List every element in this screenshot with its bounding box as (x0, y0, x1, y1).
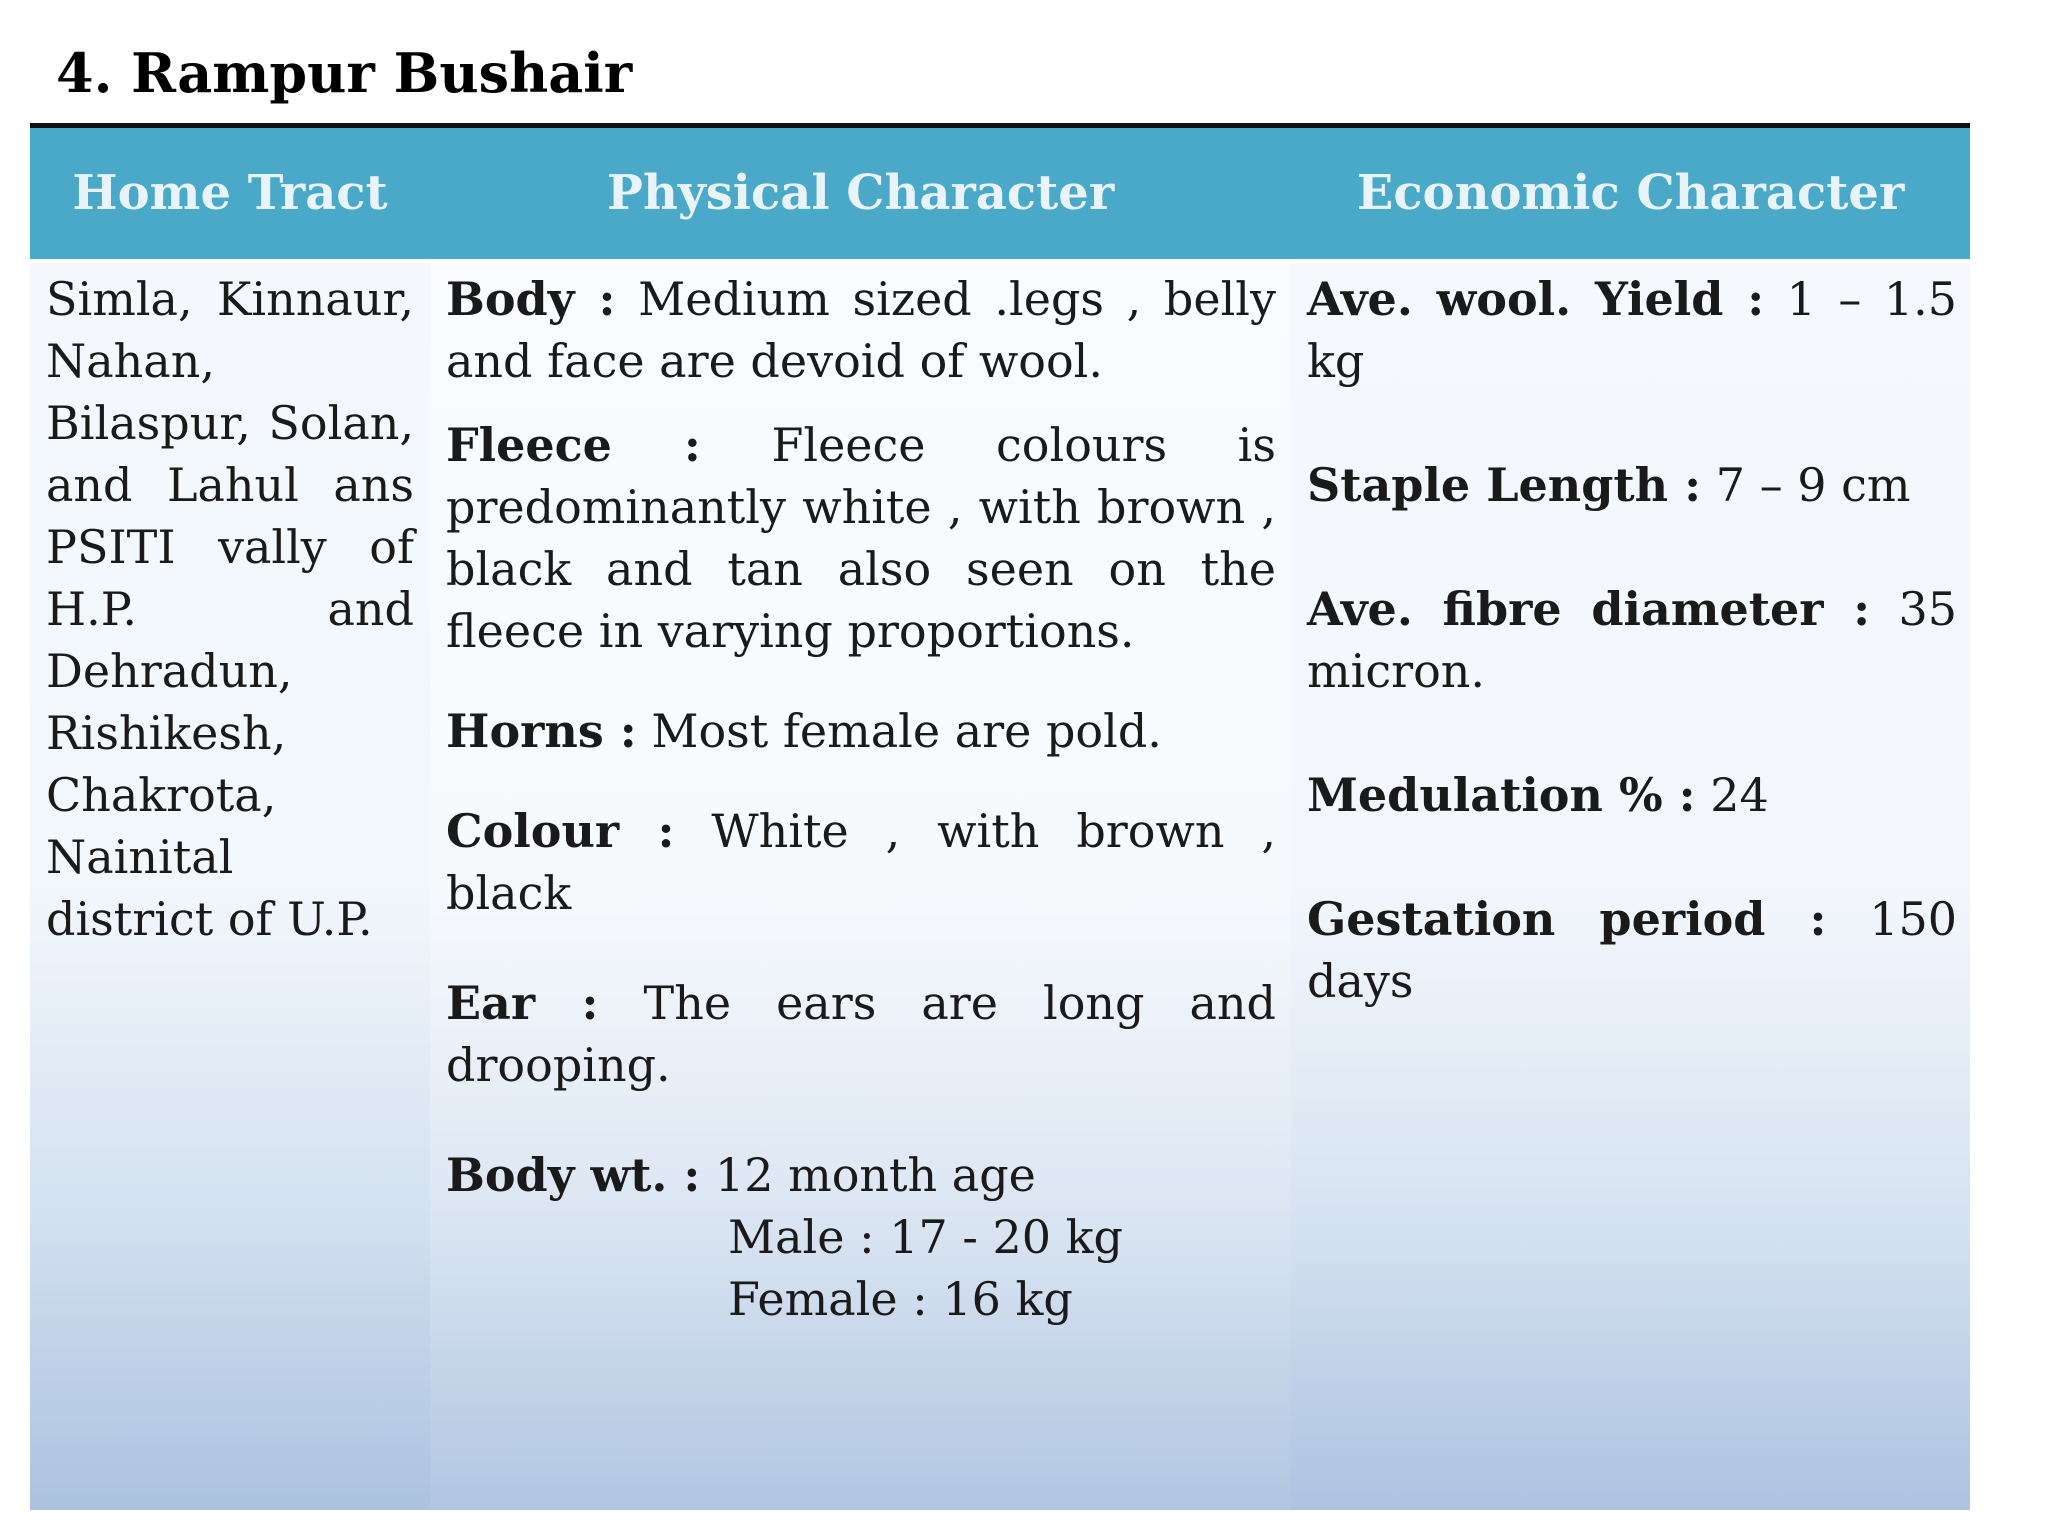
ear-label: Ear : (446, 976, 599, 1030)
staple-length-entry (1307, 454, 1957, 516)
body-weight-label: Body wt. : (446, 1148, 701, 1202)
economic-character-cell (1307, 268, 1957, 1012)
ear-entry (446, 972, 1276, 1096)
fibre-diameter-label: Ave. fibre diameter : (1307, 582, 1871, 636)
fibre-diameter-entry (1307, 578, 1957, 702)
staple-length-label: Staple Length : (1307, 458, 1702, 512)
fleece-text: Fleece colours is predominantly white , with brown , black and tan also seen on the fleece in varying proportions. (446, 418, 1277, 658)
slide-title: 4. Rampur Bushair (56, 41, 633, 105)
fibre-diameter-value: 35 micron. (1307, 582, 1958, 698)
body-text: Medium sized .legs , belly and face are devoid of wool. (446, 272, 1277, 388)
fleece-entry (446, 414, 1276, 662)
body-weight-age: 12 month age (714, 1148, 1036, 1202)
body-weight-entry (446, 1144, 1276, 1330)
body-entry (446, 268, 1276, 392)
header-economic-character: Economic Character (1356, 165, 1905, 221)
staple-length-value: 7 – 9 cm (1715, 458, 1911, 512)
gestation-label: Gestation period : (1307, 892, 1827, 946)
horns-text: Most female are pold. (651, 704, 1162, 758)
colour-label: Colour : (446, 804, 675, 858)
table-header-row (30, 128, 1970, 263)
horns-entry (446, 700, 1276, 762)
medulation-label: Medulation % : (1307, 768, 1696, 822)
gestation-value: 150 days (1307, 892, 1957, 1008)
home-tract-text: Simla, Kinnaur, Nahan, Bilaspur, Solan, and Lahul ans PSITI vally of H.P. and Dehradun, Rishikesh, Chakrota, Nainital district of U.P. (46, 272, 414, 946)
body-weight-age-line (446, 1144, 1276, 1206)
wool-yield-value: 1 – 1.5 kg (1307, 272, 1957, 388)
wool-yield-label: Ave. wool. Yield : (1307, 272, 1765, 326)
gestation-entry (1307, 888, 1957, 1012)
wool-yield-entry (1307, 268, 1957, 392)
colour-entry (446, 800, 1276, 924)
medulation-value: 24 (1710, 768, 1769, 822)
medulation-entry (1307, 764, 1957, 826)
ear-text: The ears are long and drooping. (446, 976, 1276, 1092)
colour-text: White , with brown , black (446, 804, 1277, 920)
body-weight-female: Female : 16 kg (728, 1272, 1073, 1326)
body-weight-male: Male : 17 - 20 kg (728, 1210, 1123, 1264)
fleece-label: Fleece : (446, 418, 701, 472)
body-label: Body : (446, 272, 616, 326)
horns-label: Horns : (446, 704, 637, 758)
header-home-tract: Home Tract (72, 165, 388, 221)
header-physical-character: Physical Character (606, 165, 1115, 221)
breed-table (30, 123, 1970, 1510)
physical-character-cell (446, 268, 1276, 1330)
home-tract-cell (46, 268, 414, 950)
